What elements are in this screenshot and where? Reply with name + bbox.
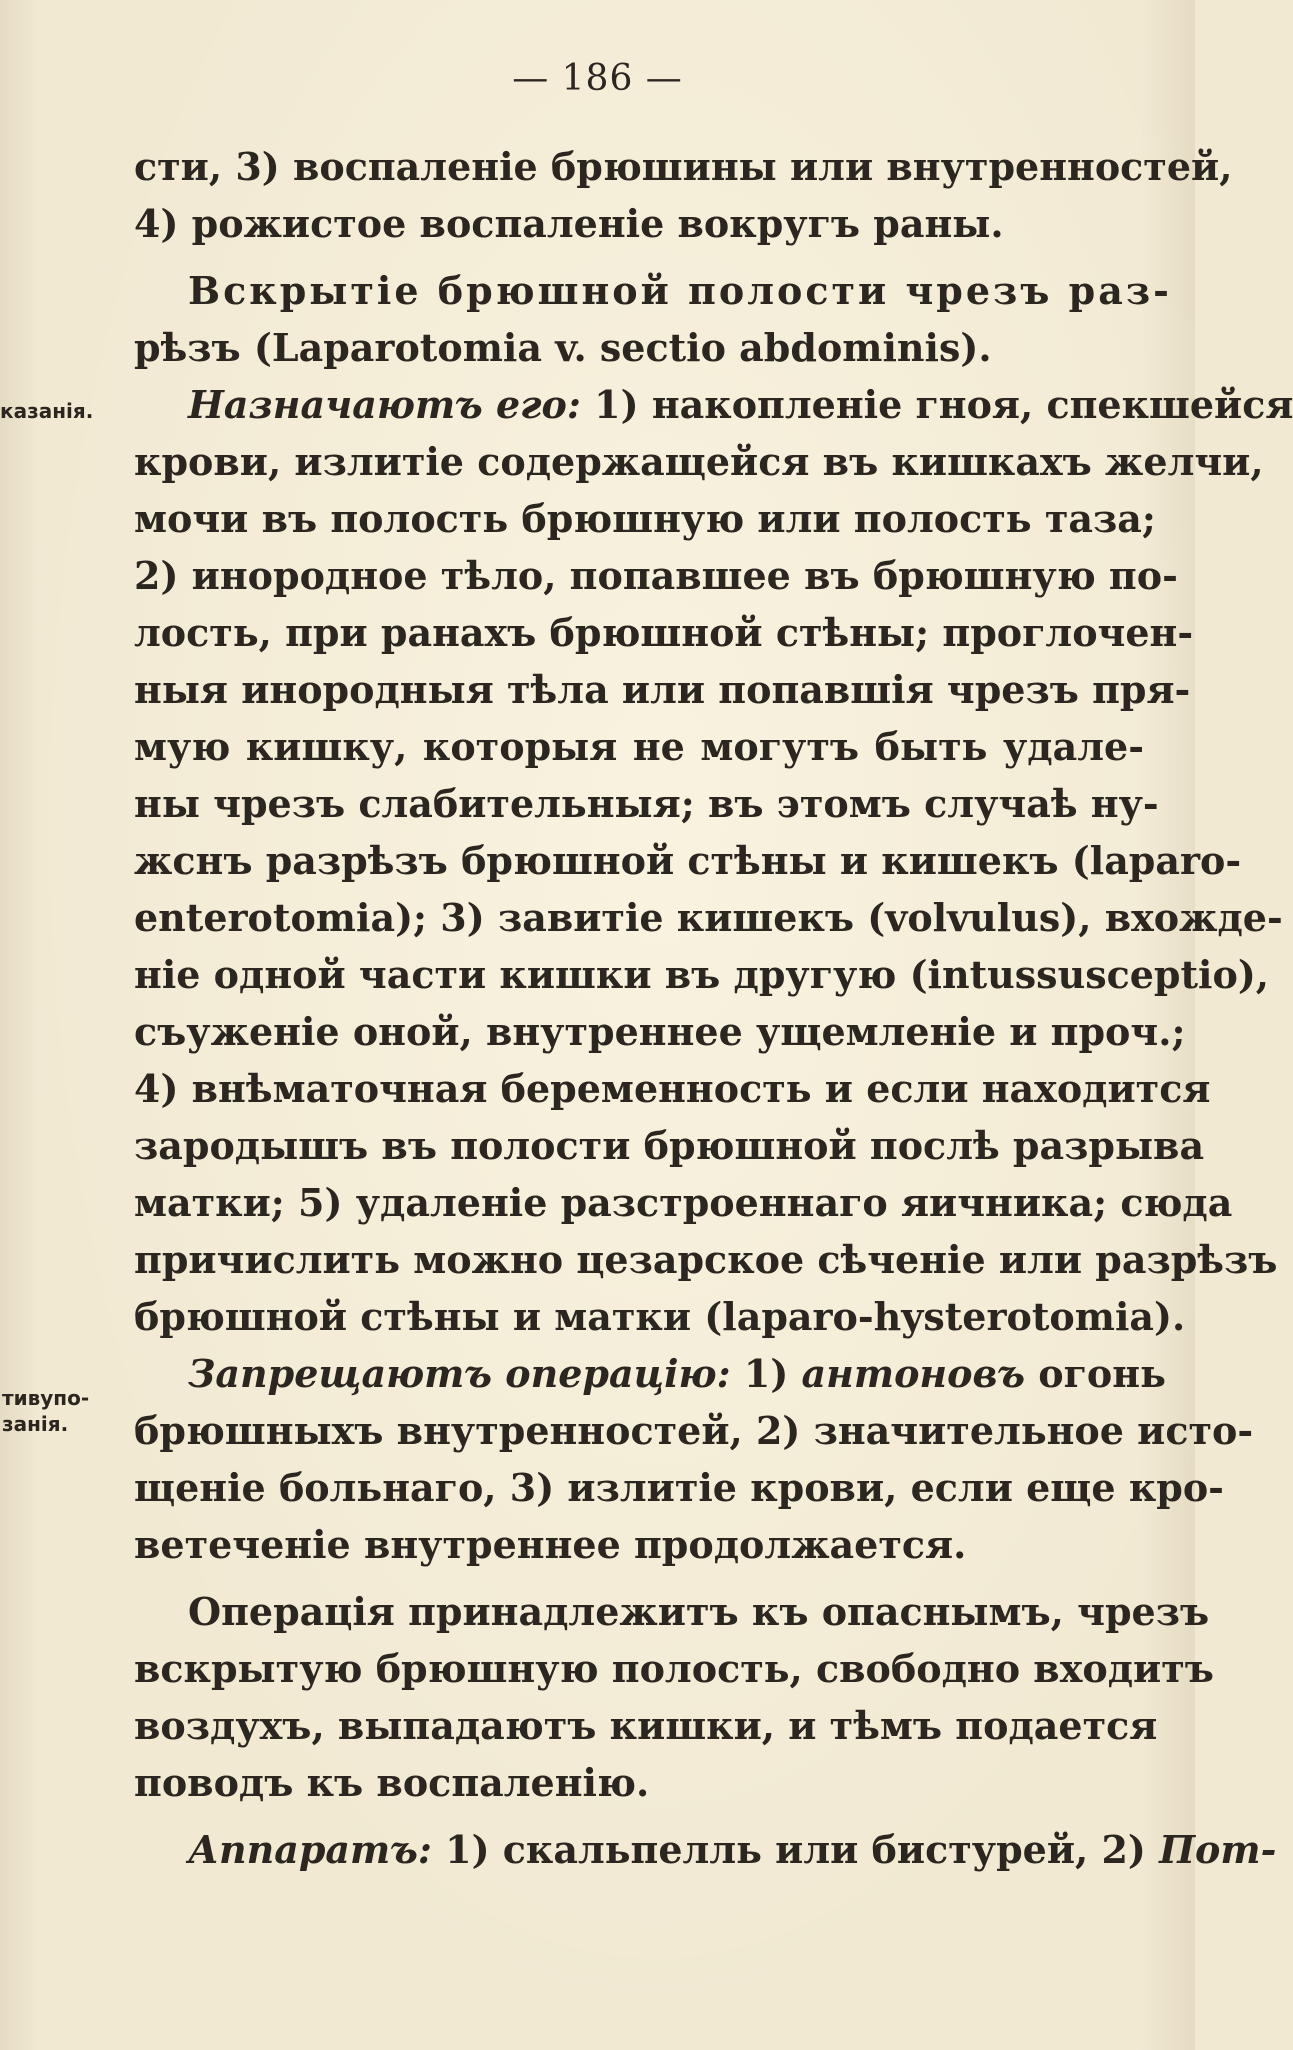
text-line: причислить можно цезарское сѣченіе или разрѣзъ (134, 1237, 1278, 1282)
text-line: 4) внѣматочная беременность и если находится (134, 1066, 1211, 1111)
margin-note-line: тивупо- (2, 1386, 90, 1410)
text-line: брюшныхъ внутренностей, 2) значительное исто- (134, 1408, 1254, 1453)
text-line: Операція принадлежитъ къ опаснымъ, чрезъ (188, 1589, 1210, 1634)
text-line (134, 1345, 1166, 1402)
text-span: огонь (1038, 1351, 1166, 1396)
page-number: — 186 — (512, 58, 683, 99)
text-span: 1) (743, 1351, 789, 1396)
apparatus-label: Аппаратъ: (188, 1827, 432, 1872)
margin-note-line: занія. (2, 1412, 69, 1436)
text-line: 4) рожистое воспаленіе вокругъ раны. (134, 201, 1004, 246)
text-line: ны чрезъ слабительныя; въ этомъ случаѣ ну- (134, 781, 1159, 826)
text-line (134, 1821, 1277, 1878)
section-heading: Вскрытіе брюшной полости чрезъ раз- (188, 268, 1172, 313)
text-line: щеніе больнаго, 3) излитіе крови, если еще кро- (134, 1465, 1224, 1510)
text-line (134, 376, 1293, 433)
text-line: сти, 3) воспаленіе брюшины или внутренностей, (134, 144, 1233, 189)
text-line: ныя инородныя тѣла или попавшія чрезъ пря- (134, 667, 1191, 712)
italic-term: антоновъ (801, 1351, 1026, 1396)
italic-term: Пот- (1159, 1827, 1277, 1872)
text-line: жснъ разрѣзъ брюшной стѣны и кишекъ (laparo- (134, 838, 1242, 883)
text-line: ніе одной части кишки въ другую (intussusceptio), (134, 952, 1270, 997)
text-line: вскрытую брюшную полость, свободно входитъ (134, 1646, 1214, 1691)
margin-note-indications (0, 398, 93, 424)
section-heading-cont: рѣзъ (Laparotomia v. sectio abdominis). (134, 325, 992, 370)
text-line: матки; 5) удаленіе разстроеннаго яичника; сюда (134, 1180, 1233, 1225)
indications-label: Назначаютъ его: (188, 382, 581, 427)
text-line: ветеченіе внутреннее продолжается. (134, 1522, 967, 1567)
text-line: мую кишку, которыя не могутъ быть удале- (134, 724, 1144, 769)
body-text (134, 138, 1293, 1878)
contraindications-label: Запрещаютъ операцію: (188, 1351, 731, 1396)
text-line: зародышъ въ полости брюшной послѣ разрыва (134, 1123, 1205, 1168)
margin-note-line: казанія. (0, 399, 94, 423)
text-line: воздухъ, выпадаютъ кишки, и тѣмъ подается (134, 1703, 1158, 1748)
text-line: поводъ къ воспаленію. (134, 1760, 650, 1805)
text-line: лость, при ранахъ брюшной стѣны; проглочен- (134, 610, 1194, 655)
text-span: 1) накопленіе гноя, спекшейся (594, 382, 1293, 427)
text-line: 2) инородное тѣло, попавшее въ брюшную по- (134, 553, 1178, 598)
margin-note-contraindications (2, 1385, 89, 1437)
text-span: 1) скальпелль или бистурей, 2) (445, 1827, 1146, 1872)
text-line: мочи въ полость брюшную или полость таза; (134, 496, 1156, 541)
text-line: брюшной стѣны и матки (laparo-hysterotomia). (134, 1294, 1186, 1339)
text-line: крови, излитіе содержащейся въ кишкахъ желчи, (134, 439, 1264, 484)
text-line: съуженіе оной, внутреннее ущемленіе и проч.; (134, 1009, 1186, 1054)
text-line: enterotomia); 3) завитіе кишекъ (volvulus), вхожде- (134, 895, 1283, 940)
